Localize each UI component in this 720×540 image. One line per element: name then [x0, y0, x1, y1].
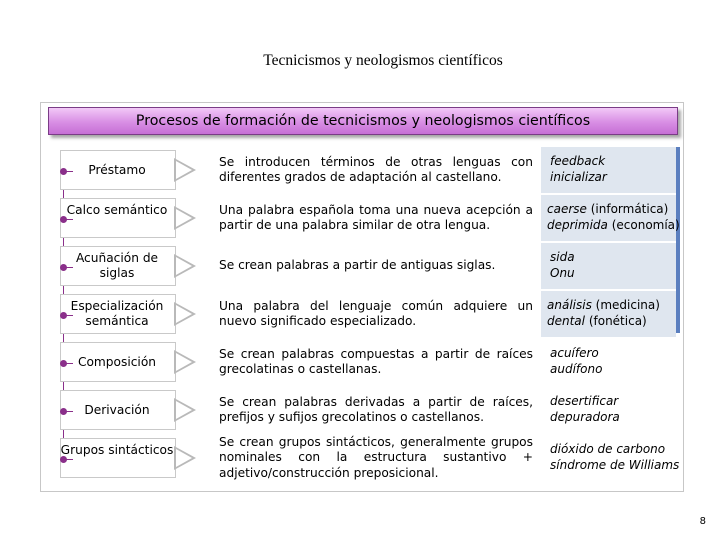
example-term: dióxido de carbono [550, 442, 666, 456]
example-box [541, 243, 676, 289]
example-box [541, 291, 676, 337]
example-field: (informática) [586, 202, 669, 216]
process-term: Grupos sintácticos [60, 443, 174, 457]
process-term: Derivación [84, 402, 150, 417]
example-term: desertificar [550, 394, 619, 408]
page-title: Tecnicismos y neologismos científicos [263, 52, 503, 69]
process-term: Préstamo [88, 162, 146, 177]
example-line [550, 154, 676, 170]
process-description: Se crean palabras derivadas a partir de raíces, prefijos y sufijos grecolatinos o castellanos. [219, 394, 533, 424]
example-line [550, 442, 676, 458]
example-column-rule [676, 147, 680, 333]
example-term: inicializar [550, 169, 607, 184]
example-box [541, 147, 676, 193]
process-description: Una palabra española toma una nueva acepción a partir de una palabra similar de otra lengua. [219, 202, 533, 232]
example-term: dental [547, 313, 585, 328]
example-line [550, 250, 676, 266]
example-line [550, 457, 680, 474]
process-description: Se crean grupos sintácticos, generalmente grupos nominales con la estructura sustantivo + adjetivo/construcción preposicional. [219, 434, 533, 480]
example-line [550, 266, 676, 282]
arrow-inner-shape [176, 305, 192, 323]
example-line [547, 298, 676, 314]
arrow-inner-shape [176, 257, 192, 275]
example-line [547, 202, 676, 218]
example-line [547, 314, 676, 330]
arrow-inner-shape [176, 161, 192, 179]
example-term: caerse [547, 202, 587, 216]
example-line [550, 410, 676, 426]
example-line [547, 217, 680, 234]
example-box [541, 339, 676, 385]
example-field: (medicina) [591, 298, 660, 312]
process-term: Especialización semántica [70, 299, 164, 328]
diagram-header: Procesos de formación de tecnicismos y neologismos científicos [135, 113, 591, 129]
process-term: Acuñación de siglas [75, 251, 159, 280]
arrow-inner-shape [176, 209, 192, 227]
example-term: deprimida [547, 217, 608, 232]
example-term: feedback [550, 154, 606, 168]
example-line [550, 394, 676, 410]
example-line [550, 362, 676, 378]
example-term: síndrome de Williams [550, 457, 680, 472]
example-box [541, 435, 680, 481]
process-description: Se crean palabras a partir de antiguas siglas. [219, 258, 496, 273]
example-term: audífono [550, 361, 603, 376]
process-description: Se introducen términos de otras lenguas con diferentes grados de adaptación al castellano. [219, 154, 533, 184]
example-term: análisis [547, 298, 592, 312]
example-box [541, 387, 676, 433]
example-field: (fonética) [585, 313, 647, 328]
example-field: (economía) [607, 217, 680, 232]
process-term: Calco semántico [66, 203, 168, 217]
arrow-inner-shape [176, 401, 192, 419]
arrow-inner-shape [176, 449, 192, 467]
process-term: Composición [77, 354, 157, 369]
example-term: depuradora [550, 409, 620, 424]
example-line [550, 170, 676, 186]
example-term: Onu [550, 265, 575, 280]
arrow-inner-shape [176, 353, 192, 371]
page-number: 8 [699, 516, 706, 527]
example-term: sida [550, 250, 575, 264]
process-description: Una palabra del lenguaje común adquiere un nuevo significado especializado. [219, 298, 533, 328]
process-description: Se crean palabras compuestas a partir de raíces grecolatinas o castellanas. [219, 346, 533, 376]
example-box [541, 195, 680, 241]
example-term: acuífero [550, 346, 599, 360]
example-line [550, 346, 676, 362]
